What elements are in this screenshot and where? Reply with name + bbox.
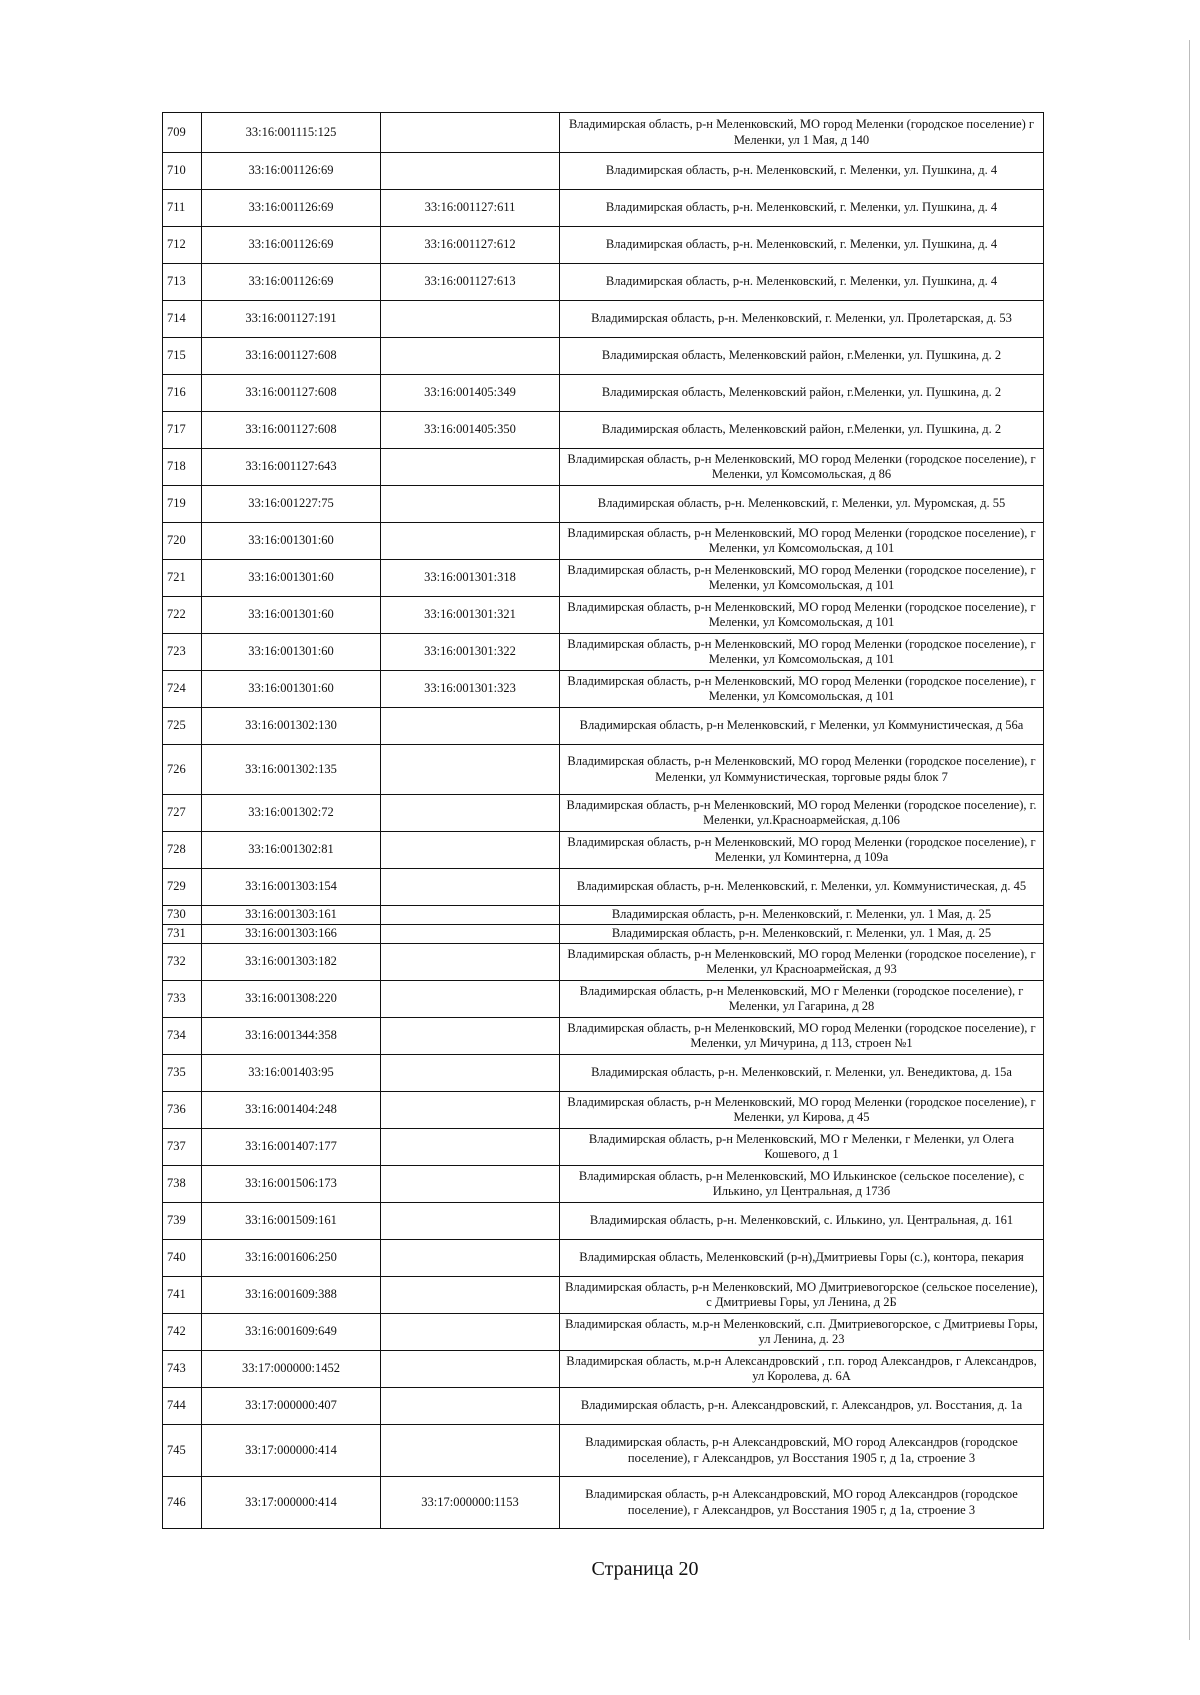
- row-number: 709: [163, 113, 202, 153]
- table-row: [163, 869, 1044, 906]
- address: Владимирская область, м.р-н Александровский , г.п. город Александров, г Александров, ул Королева, д. 6А: [560, 1351, 1044, 1388]
- table-row: [163, 981, 1044, 1018]
- table-row: [163, 944, 1044, 981]
- cadastral-number: 33:16:001302:135: [202, 745, 381, 795]
- table-row: [163, 832, 1044, 869]
- table-row: [163, 1314, 1044, 1351]
- table-row: [163, 264, 1044, 301]
- address: Владимирская область, Меленковский район, г.Меленки, ул. Пушкина, д. 2: [560, 412, 1044, 449]
- address: Владимирская область, р-н. Меленковский, г. Меленки, ул. 1 Мая, д. 25: [560, 925, 1044, 944]
- row-number: 720: [163, 523, 202, 560]
- address: Владимирская область, р-н Меленковский, МО город Меленки (городское поселение), г Меленки, ул Комсомольская, д 101: [560, 634, 1044, 671]
- row-number: 728: [163, 832, 202, 869]
- related-cadastral-number: [381, 486, 560, 523]
- row-number: 716: [163, 375, 202, 412]
- row-number: 731: [163, 925, 202, 944]
- address: Владимирская область, р-н Александровский, МО город Александров (городское поселение), г Александров, ул Восстания 1905 г, д 1а, строение 3: [560, 1477, 1044, 1529]
- related-cadastral-number: [381, 1314, 560, 1351]
- related-cadastral-number: [381, 832, 560, 869]
- address: Владимирская область, р-н. Меленковский, г. Меленки, ул. Пролетарская, д. 53: [560, 301, 1044, 338]
- cadastral-number: 33:16:001301:60: [202, 634, 381, 671]
- cadastral-number: 33:16:001127:608: [202, 375, 381, 412]
- address: Владимирская область, р-н Меленковский, МО город Меленки (городское поселение), г Меленки, ул Кирова, д 45: [560, 1092, 1044, 1129]
- related-cadastral-number: [381, 1055, 560, 1092]
- row-number: 735: [163, 1055, 202, 1092]
- table-row: [163, 338, 1044, 375]
- table-row: [163, 1166, 1044, 1203]
- scan-edge-line: [1189, 40, 1190, 1640]
- related-cadastral-number: [381, 1240, 560, 1277]
- row-number: 733: [163, 981, 202, 1018]
- cadastral-number: 33:16:001506:173: [202, 1166, 381, 1203]
- address: Владимирская область, р-н Меленковский, МО город Меленки (городское поселение), г Меленки, ул Комсомольская, д 101: [560, 560, 1044, 597]
- address: Владимирская область, Меленковский район, г.Меленки, ул. Пушкина, д. 2: [560, 375, 1044, 412]
- cadastral-number: 33:16:001609:649: [202, 1314, 381, 1351]
- cadastral-number: 33:16:001403:95: [202, 1055, 381, 1092]
- row-number: 718: [163, 449, 202, 486]
- cadastral-number: 33:17:000000:414: [202, 1477, 381, 1529]
- cadastral-number: 33:16:001609:388: [202, 1277, 381, 1314]
- row-number: 723: [163, 634, 202, 671]
- related-cadastral-number: 33:16:001127:611: [381, 190, 560, 227]
- cadastral-number: 33:16:001301:60: [202, 671, 381, 708]
- cadastral-number: 33:16:001127:608: [202, 338, 381, 375]
- row-number: 722: [163, 597, 202, 634]
- related-cadastral-number: [381, 745, 560, 795]
- row-number: 746: [163, 1477, 202, 1529]
- related-cadastral-number: [381, 1277, 560, 1314]
- row-number: 738: [163, 1166, 202, 1203]
- cadastral-number: 33:17:000000:407: [202, 1388, 381, 1425]
- related-cadastral-number: 33:16:001127:613: [381, 264, 560, 301]
- related-cadastral-number: [381, 1129, 560, 1166]
- related-cadastral-number: 33:16:001301:321: [381, 597, 560, 634]
- table-row: [163, 523, 1044, 560]
- address: Владимирская область, р-н. Меленковский, г. Меленки, ул. Пушкина, д. 4: [560, 153, 1044, 190]
- cadastral-number: 33:16:001308:220: [202, 981, 381, 1018]
- table-row: [163, 1055, 1044, 1092]
- address: Владимирская область, Меленковский (р-н),Дмитриевы Горы (с.), контора, пекария: [560, 1240, 1044, 1277]
- address: Владимирская область, р-н. Меленковский, г. Меленки, ул. 1 Мая, д. 25: [560, 906, 1044, 925]
- cadastral-number: 33:16:001127:608: [202, 412, 381, 449]
- registry-table: [162, 112, 1044, 1529]
- address: Владимирская область, р-н Меленковский, г Меленки, ул Коммунистическая, д 56а: [560, 708, 1044, 745]
- table-row: [163, 560, 1044, 597]
- row-number: 740: [163, 1240, 202, 1277]
- cadastral-number: 33:16:001126:69: [202, 153, 381, 190]
- related-cadastral-number: [381, 708, 560, 745]
- address: Владимирская область, р-н. Александровский, г. Александров, ул. Восстания, д. 1а: [560, 1388, 1044, 1425]
- row-number: 713: [163, 264, 202, 301]
- table-row: [163, 1092, 1044, 1129]
- row-number: 742: [163, 1314, 202, 1351]
- row-number: 741: [163, 1277, 202, 1314]
- row-number: 739: [163, 1203, 202, 1240]
- table-row: [163, 1425, 1044, 1477]
- address: Владимирская область, р-н Меленковский, МО г Меленки (городское поселение), г Меленки, ул Гагарина, д 28: [560, 981, 1044, 1018]
- table-row: [163, 906, 1044, 925]
- table-row: [163, 375, 1044, 412]
- address: Владимирская область, р-н. Меленковский, г. Меленки, ул. Венедиктова, д. 15а: [560, 1055, 1044, 1092]
- table-row: [163, 925, 1044, 944]
- related-cadastral-number: [381, 449, 560, 486]
- address: Владимирская область, р-н. Меленковский, г. Меленки, ул. Муромская, д. 55: [560, 486, 1044, 523]
- cadastral-number: 33:16:001126:69: [202, 227, 381, 264]
- table-row: [163, 1129, 1044, 1166]
- table-row: [163, 301, 1044, 338]
- related-cadastral-number: [381, 153, 560, 190]
- table-row: [163, 1203, 1044, 1240]
- address: Владимирская область, р-н Меленковский, МО город Меленки (городское поселение), г. Меленки, ул.Красноармейская, д.106: [560, 795, 1044, 832]
- address: Владимирская область, р-н Меленковский, МО город Меленки (городское поселение), г Меленки, ул Комсомольская, д 101: [560, 523, 1044, 560]
- registry-table-body: [163, 113, 1044, 1529]
- related-cadastral-number: [381, 1092, 560, 1129]
- page-number: Страница 20: [591, 1558, 699, 1580]
- cadastral-number: 33:16:001303:166: [202, 925, 381, 944]
- address: Владимирская область, р-н Меленковский, МО город Меленки (городское поселение), г Меленки, ул Комсомольская, д 86: [560, 449, 1044, 486]
- cadastral-number: 33:16:001115:125: [202, 113, 381, 153]
- table-row: [163, 708, 1044, 745]
- related-cadastral-number: [381, 338, 560, 375]
- address: Владимирская область, р-н Меленковский, МО город Меленки (городское поселение), г Меленки, ул Комсомольская, д 101: [560, 597, 1044, 634]
- address: Владимирская область, р-н Александровский, МО город Александров (городское поселение), г Александров, ул Восстания 1905 г, д 1а, строение 3: [560, 1425, 1044, 1477]
- related-cadastral-number: [381, 944, 560, 981]
- table-row: [163, 1477, 1044, 1529]
- table-row: [163, 1277, 1044, 1314]
- row-number: 711: [163, 190, 202, 227]
- row-number: 725: [163, 708, 202, 745]
- related-cadastral-number: 33:16:001127:612: [381, 227, 560, 264]
- table-row: [163, 227, 1044, 264]
- address: Владимирская область, р-н Меленковский, МО Дмитриевогорское (сельское поселение), с Дмитриевы Горы, ул Ленина, д 2Б: [560, 1277, 1044, 1314]
- row-number: 734: [163, 1018, 202, 1055]
- related-cadastral-number: [381, 113, 560, 153]
- row-number: 730: [163, 906, 202, 925]
- address: Владимирская область, р-н Меленковский, МО город Меленки (городское поселение), г Меленки, ул Красноармейская, д 93: [560, 944, 1044, 981]
- related-cadastral-number: [381, 1018, 560, 1055]
- row-number: 737: [163, 1129, 202, 1166]
- related-cadastral-number: 33:16:001301:318: [381, 560, 560, 597]
- row-number: 732: [163, 944, 202, 981]
- cadastral-number: 33:17:000000:414: [202, 1425, 381, 1477]
- cadastral-number: 33:16:001302:72: [202, 795, 381, 832]
- related-cadastral-number: 33:17:000000:1153: [381, 1477, 560, 1529]
- address: Владимирская область, Меленковский район, г.Меленки, ул. Пушкина, д. 2: [560, 338, 1044, 375]
- cadastral-number: 33:16:001302:81: [202, 832, 381, 869]
- cadastral-number: 33:16:001509:161: [202, 1203, 381, 1240]
- address: Владимирская область, р-н Меленковский, МО город Меленки (городское поселение), г Меленки, ул Коммунистическая, торговые ряды блок 7: [560, 745, 1044, 795]
- cadastral-number: 33:16:001302:130: [202, 708, 381, 745]
- address: Владимирская область, р-н. Меленковский, г. Меленки, ул. Пушкина, д. 4: [560, 190, 1044, 227]
- cadastral-number: 33:16:001303:182: [202, 944, 381, 981]
- cadastral-number: 33:16:001301:60: [202, 523, 381, 560]
- address: Владимирская область, р-н Меленковский, МО Илькинское (сельское поселение), с Илькино, ул Центральная, д 173б: [560, 1166, 1044, 1203]
- address: Владимирская область, р-н Меленковский, МО город Меленки (городское поселение) г Меленки, ул 1 Мая, д 140: [560, 113, 1044, 153]
- row-number: 715: [163, 338, 202, 375]
- cadastral-number: 33:16:001303:154: [202, 869, 381, 906]
- row-number: 729: [163, 869, 202, 906]
- related-cadastral-number: [381, 981, 560, 1018]
- related-cadastral-number: [381, 869, 560, 906]
- related-cadastral-number: 33:16:001405:349: [381, 375, 560, 412]
- table-row: [163, 795, 1044, 832]
- row-number: 710: [163, 153, 202, 190]
- related-cadastral-number: [381, 1425, 560, 1477]
- related-cadastral-number: 33:16:001405:350: [381, 412, 560, 449]
- cadastral-number: 33:16:001301:60: [202, 597, 381, 634]
- table-row: [163, 634, 1044, 671]
- cadastral-number: 33:16:001227:75: [202, 486, 381, 523]
- related-cadastral-number: 33:16:001301:323: [381, 671, 560, 708]
- address: Владимирская область, р-н. Меленковский, г. Меленки, ул. Пушкина, д. 4: [560, 227, 1044, 264]
- address: Владимирская область, м.р-н Меленковский, с.п. Дмитриевогорское, с Дмитриевы Горы, ул Ленина, д. 23: [560, 1314, 1044, 1351]
- row-number: 714: [163, 301, 202, 338]
- related-cadastral-number: [381, 1351, 560, 1388]
- row-number: 736: [163, 1092, 202, 1129]
- related-cadastral-number: [381, 301, 560, 338]
- row-number: 743: [163, 1351, 202, 1388]
- related-cadastral-number: 33:16:001301:322: [381, 634, 560, 671]
- cadastral-number: 33:16:001344:358: [202, 1018, 381, 1055]
- address: Владимирская область, р-н. Меленковский, г. Меленки, ул. Пушкина, д. 4: [560, 264, 1044, 301]
- address: Владимирская область, р-н Меленковский, МО город Меленки (городское поселение), г Меленки, ул Мичурина, д 113, строен №1: [560, 1018, 1044, 1055]
- table-row: [163, 412, 1044, 449]
- table-row: [163, 486, 1044, 523]
- cadastral-number: 33:16:001303:161: [202, 906, 381, 925]
- address: Владимирская область, р-н Меленковский, МО город Меленки (городское поселение), г Меленки, ул Коминтерна, д 109а: [560, 832, 1044, 869]
- cadastral-number: 33:16:001127:191: [202, 301, 381, 338]
- row-number: 712: [163, 227, 202, 264]
- table-row: [163, 449, 1044, 486]
- cadastral-number: 33:16:001127:643: [202, 449, 381, 486]
- row-number: 719: [163, 486, 202, 523]
- address: Владимирская область, р-н Меленковский, МО г Меленки, г Меленки, ул Олега Кошевого, д 1: [560, 1129, 1044, 1166]
- related-cadastral-number: [381, 1203, 560, 1240]
- cadastral-number: 33:16:001126:69: [202, 264, 381, 301]
- row-number: 727: [163, 795, 202, 832]
- cadastral-number: 33:17:000000:1452: [202, 1351, 381, 1388]
- row-number: 726: [163, 745, 202, 795]
- row-number: 721: [163, 560, 202, 597]
- cadastral-number: 33:16:001404:248: [202, 1092, 381, 1129]
- table-row: [163, 113, 1044, 153]
- table-row: [163, 1388, 1044, 1425]
- table-row: [163, 1018, 1044, 1055]
- table-row: [163, 190, 1044, 227]
- address: Владимирская область, р-н Меленковский, МО город Меленки (городское поселение), г Меленки, ул Комсомольская, д 101: [560, 671, 1044, 708]
- related-cadastral-number: [381, 1166, 560, 1203]
- related-cadastral-number: [381, 925, 560, 944]
- address: Владимирская область, р-н. Меленковский, с. Илькино, ул. Центральная, д. 161: [560, 1203, 1044, 1240]
- cadastral-number: 33:16:001606:250: [202, 1240, 381, 1277]
- table-row: [163, 153, 1044, 190]
- row-number: 717: [163, 412, 202, 449]
- table-row: [163, 1240, 1044, 1277]
- table-row: [163, 745, 1044, 795]
- related-cadastral-number: [381, 795, 560, 832]
- cadastral-number: 33:16:001407:177: [202, 1129, 381, 1166]
- row-number: 724: [163, 671, 202, 708]
- table-row: [163, 1351, 1044, 1388]
- related-cadastral-number: [381, 906, 560, 925]
- related-cadastral-number: [381, 1388, 560, 1425]
- address: Владимирская область, р-н. Меленковский, г. Меленки, ул. Коммунистическая, д. 45: [560, 869, 1044, 906]
- cadastral-number: 33:16:001301:60: [202, 560, 381, 597]
- table-row: [163, 597, 1044, 634]
- related-cadastral-number: [381, 523, 560, 560]
- cadastral-number: 33:16:001126:69: [202, 190, 381, 227]
- table-row: [163, 671, 1044, 708]
- row-number: 744: [163, 1388, 202, 1425]
- row-number: 745: [163, 1425, 202, 1477]
